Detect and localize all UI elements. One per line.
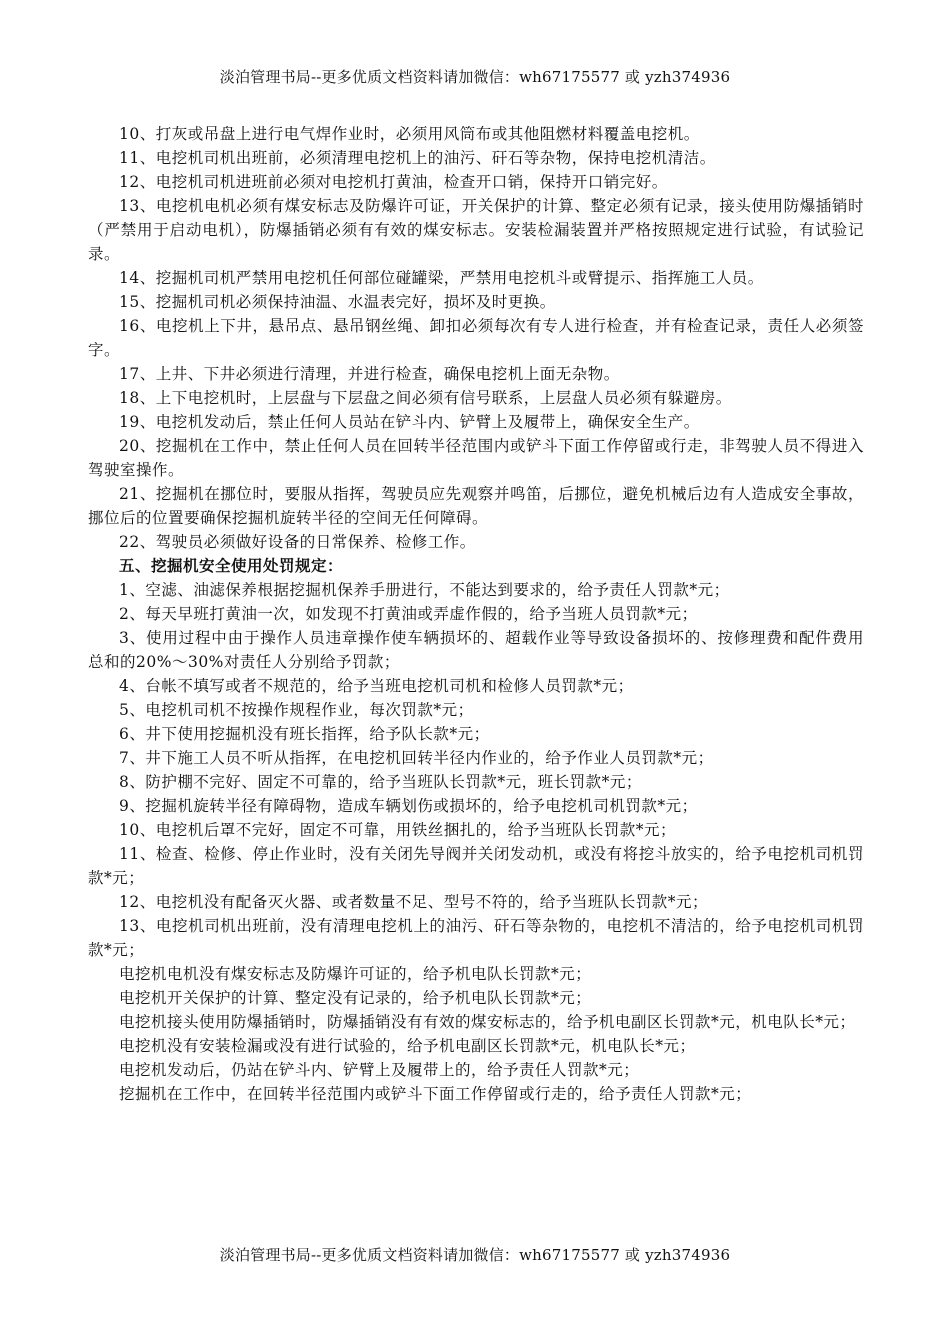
paragraph: 挖掘机在工作中，在回转半径范围内或铲斗下面工作停留或行走的，给予责任人罚款*元； xyxy=(119,1085,752,1103)
paragraph: 6、井下使用挖掘机没有班长指挥，给予队长款*元； xyxy=(119,725,490,743)
paragraph: 电挖机开关保护的计算、整定没有记录的，给予机电队长罚款*元； xyxy=(119,989,592,1007)
paragraph: 17、上井、下井必须进行清理，并进行检查，确保电挖机上面无杂物。 xyxy=(119,365,620,383)
paragraph: 12、电挖机司机进班前必须对电挖机打黄油，检查开口销，保持开口销完好。 xyxy=(119,173,668,191)
paragraph: 10、打灰或吊盘上进行电气焊作业时，必须用风筒布或其他阻燃材料覆盖电挖机。 xyxy=(119,125,700,143)
paragraph: 电挖机接头使用防爆插销时，防爆插销没有有效的煤安标志的，给予机电副区长罚款*元，机电队长*元； xyxy=(119,1013,856,1031)
paragraph: 3、使用过程中由于操作人员违章操作使车辆损坏的、超载作业等导致设备损坏的、按修理费和配件费用总和的20%～30%对责任人分别给予罚款； xyxy=(88,629,864,671)
paragraph: 13、电挖机电机必须有煤安标志及防爆许可证，开关保护的计算、整定必须有记录，接头使用防爆插销时（严禁用于启动电机），防爆插销必须有有效的煤安标志。安装检漏装置并严格按照规定进行试验，有试验记录。 xyxy=(88,197,864,263)
paragraph: 20、挖掘机在工作中，禁止任何人员在回转半径范围内或铲斗下面工作停留或行走，非驾驶人员不得进入驾驶室操作。 xyxy=(88,437,864,479)
paragraph: 18、上下电挖机时，上层盘与下层盘之间必须有信号联系，上层盘人员必须有躲避房。 xyxy=(119,389,732,407)
paragraph: 12、电挖机没有配备灭火器、或者数量不足、型号不符的，给予当班队长罚款*元； xyxy=(119,893,708,911)
paragraph: 15、挖掘机司机必须保持油温、水温表完好，损坏及时更换。 xyxy=(119,293,556,311)
section-heading: 五、挖掘机安全使用处罚规定： xyxy=(119,556,344,575)
paragraph: 7、井下施工人员不听从指挥，在电挖机回转半径内作业的，给予作业人员罚款*元； xyxy=(119,749,714,767)
paragraph: 电挖机没有安装检漏或没有进行试验的，给予机电副区长罚款*元，机电队长*元； xyxy=(119,1037,696,1055)
document-body xyxy=(88,122,864,1106)
paragraph: 电挖机电机没有煤安标志及防爆许可证的，给予机电队长罚款*元； xyxy=(119,965,592,983)
paragraph: 8、防护棚不完好、固定不可靠的，给予当班队长罚款*元，班长罚款*元； xyxy=(119,773,642,791)
paragraph: 10、电挖机后罩不完好，固定不可靠，用铁丝捆扎的，给予当班队长罚款*元； xyxy=(119,821,676,839)
paragraph: 21、挖掘机在挪位时，要服从指挥，驾驶员应先观察并鸣笛，后挪位，避免机械后边有人造成安全事故，挪位后的位置要确保挖掘机旋转半径的空间无任何障碍。 xyxy=(88,485,864,527)
paragraph: 5、电挖机司机不按操作规程作业，每次罚款*元； xyxy=(119,701,474,719)
page-footer: 淡泊管理书局--更多优质文档资料请加微信：wh67175577 或 yzh374936 xyxy=(219,1246,731,1264)
page-header: 淡泊管理书局--更多优质文档资料请加微信：wh67175577 或 yzh374936 xyxy=(219,68,731,86)
paragraph: 1、空滤、油滤保养根据挖掘机保养手册进行，不能达到要求的，给予责任人罚款*元； xyxy=(119,581,730,599)
paragraph: 电挖机发动后，仍站在铲斗内、铲臂上及履带上的，给予责任人罚款*元； xyxy=(119,1061,640,1079)
paragraph: 9、挖掘机旋转半径有障碍物，造成车辆划伤或损坏的，给予电挖机司机罚款*元； xyxy=(119,797,698,815)
paragraph: 2、每天早班打黄油一次，如发现不打黄油或弄虚作假的，给予当班人员罚款*元； xyxy=(119,605,698,623)
paragraph: 16、电挖机上下井，悬吊点、悬吊钢丝绳、卸扣必须每次有专人进行检查，并有检查记录，责任人必须签字。 xyxy=(88,317,864,359)
paragraph: 11、检查、检修、停止作业时，没有关闭先导阀并关闭发动机，或没有将挖斗放实的，给予电挖机司机罚款*元； xyxy=(88,845,864,887)
paragraph: 4、台帐不填写或者不规范的，给予当班电挖机司机和检修人员罚款*元； xyxy=(119,677,634,695)
paragraph: 13、电挖机司机出班前，没有清理电挖机上的油污、矸石等杂物的，电挖机不清洁的，给予电挖机司机罚款*元； xyxy=(88,917,864,959)
paragraph: 19、电挖机发动后，禁止任何人员站在铲斗内、铲臂上及履带上，确保安全生产。 xyxy=(119,413,700,431)
paragraph: 22、驾驶员必须做好设备的日常保养、检修工作。 xyxy=(119,533,476,551)
paragraph: 14、挖掘机司机严禁用电挖机任何部位碰罐梁，严禁用电挖机斗或臂提示、指挥施工人员。 xyxy=(119,269,764,287)
paragraph: 11、电挖机司机出班前，必须清理电挖机上的油污、矸石等杂物，保持电挖机清洁。 xyxy=(119,149,716,167)
